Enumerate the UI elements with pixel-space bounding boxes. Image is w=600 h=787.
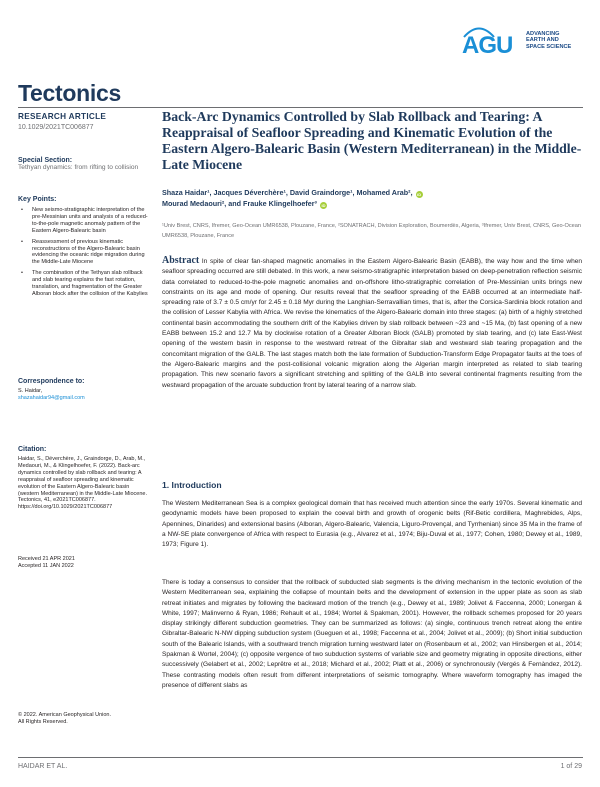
citation-heading: Citation:	[18, 446, 47, 453]
orcid-icon[interactable]: iD	[417, 192, 422, 197]
author-list	[162, 187, 582, 209]
footer-divider	[18, 757, 583, 758]
copyright: © 2022. American Geophysical Union. All Rights Reserved.	[18, 712, 112, 725]
key-points-heading: Key Points:	[18, 196, 57, 203]
key-point: • New seismo-stratigraphic interpretation of the pre-Messinian units and analysis of a reduced-to-the-pole magnetic anomaly pattern of the Eastern Algero-Balearic basin	[32, 207, 148, 235]
authors-line-2: Mourad Medaouri², and Frauke Klingelhoefer³	[162, 199, 317, 208]
header-divider	[18, 107, 583, 108]
citation	[18, 446, 148, 511]
key-point: • The combination of the Tethyan slab rollback and slab tearing explains the fast rotation, translation, and fragmentation of the Greater Alboran block after the collision of the Kabylies	[32, 270, 148, 298]
correspondence-email[interactable]: shazahaidar94@gmail.com	[18, 394, 85, 401]
citation-text: Haidar, S., Déverchère, J., Graindorge, D., Arab, M., Medaouri, M., & Klingelhoefer, F. (2022). Back-arc dynamics controlled by slab rollback and tearing: A reappraisal of seafloor spreading and kinematic evolution of the Eastern Algero-Balearic basin (western Mediterranean) in the Middle-Late Miocene. Tectonics, 41, e2021TC006877. https://doi.org/10.1029/2021TC006877	[18, 456, 148, 511]
key-points	[18, 196, 148, 302]
authors-line-1: Shaza Haidar¹, Jacques Déverchère¹, David Graindorge¹, Mohamed Arab²,	[162, 188, 413, 197]
correspondence-name: S. Haidar,	[18, 388, 43, 394]
special-section-title[interactable]: Tethyan dynamics: from rifting to collision	[18, 164, 139, 171]
agu-logo-text: AGU	[462, 32, 513, 59]
section-heading: 1. Introduction	[162, 480, 222, 490]
special-section	[18, 157, 148, 172]
doi[interactable]: 10.1029/2021TC006877	[18, 124, 94, 131]
article-type: RESEARCH ARTICLE	[18, 112, 107, 121]
received-date: Received 21 APR 2021	[18, 556, 75, 562]
agu-logo	[462, 22, 582, 72]
abstract	[162, 256, 582, 391]
dates	[18, 556, 148, 570]
abstract-text: In spite of clear fan-shaped magnetic anomalies in the Eastern Algero-Balearic Basin (EABB), the way how and the time when seafloor spreading occurred are still debated. In this work, a new seismo-stratigraphic interpretation based on deep-penetration reflection seismic data correlated to reduced-to-the-pole magnetic anomalies and on-offshore litho-stratigraphic correlation of Pre-Messinian units brings new constraints on its age and mode of opening. Our results reveal that the seafloor spreading of the EABB occurred at an intermediate half-spreading rate of 3.7 ± 0.5 cm/yr for 2.45 ± 0.18 Myr during the Langhian-Serravallian times, that is, after the Corsica-Sardinia block rotation and the collision of Lesser Kabylia with Africa. We revise the kinematics of the Algero-Balearic domain into three stages: (a) birth of a highly stretched continental basin accommodating the southern drift of the Kabylies driven by slab rollback between ~23 and ~15 Ma, (b) fast opening of a new EABB between 15.2 and 12.7 Ma by clockwise rotation of a Greater Alboran Block (GALB) promoted by slab tearing, and (c) late East-West opening of the western basin in response to the westward retreat of the Gibraltar slab and westward slab tearing propagation and the concomitant migration of the GALB. The last stages match both the late formation of Subduction-Transform Edge Propagator faults at the toes of the Algero-Balearic margins and the post-collisional volcanic migration along the Algerian margin interpreted as related to slab tearing propagation. This new scenario favors a significant stretching and splitting of the GALB into several continental fragments resulting from the westward propagation of the arcuate subduction front by lateral tearing of a narrow slab.	[162, 258, 582, 389]
correspondence-heading: Correspondence to:	[18, 378, 85, 385]
correspondence	[18, 378, 148, 402]
page-number: 1 of 29	[560, 763, 582, 770]
article-title: Back-Arc Dynamics Controlled by Slab Rollback and Tearing: A Reappraisal of Seafloor Spreading and Kinematic Evolution of the Eastern Algero-Balearic Basin (Western Mediterranean) in the Middle-Late Miocene	[162, 109, 582, 172]
intro-paragraph-2: There is today a consensus to consider that the rollback of subducted slab segments is the driving mechanism in the tectonic evolution of the Western Mediterranean sea, explaining the collapse of mountain belts and the development of extension in the upper plate as soon as slab retreat initiates and migrates by following the backward motion of the trench (e.g., Dewey et al., 1989; Jolivet & Faccenna, 2000; Lonergan & White, 1997; Malinverno & Ryan, 1986; Rehault et al., 1984; Wortel & Spakman, 2001). However, the rollback schemes proposed for 20 years display strikingly different subduction geometries. They can be summarized as follows: (a) single, continuous trench retreat along the entire Gibraltar-Balearic N-NW dipping subduction system (Gueguen et al., 1998; Faccenna et al., 2004; Jolivet et al., 2009); (b) Short initial subduction south of the Balearic Islands, with a southward trench migration turning westward later on (Rosenbaum et al., 2002; van Hinsbergen et al., 2014; Spakman & Wortel, 2004); (c) opposite vergence of two subduction systems of variable size and geometry migrating in opposite directions, either successively (Gelabert et al., 2002; Leprêtre et al., 2018; Michard et al., 2002; Platt et al., 2006) or synchronously (Vergés & Fernàndez, 2012). These contrasting models often result from different interpretations of seismic tomography. Where waveform tomography has imaged the presence of different slabs as	[162, 579, 582, 689]
intro-paragraph-1: The Western Mediterranean Sea is a complex geological domain that has received much attention since the early 1970s. Several kinematic and geodynamic models have been proposed to explain the coeval birth and growth of orogenic belts (Rif-Betic cordillera, Maghrebides, Alps, Apennines, Dinarides) and extensional basins (Alboran, Algero-Balearic, Valencia, Liguro-Provençal, and Tyrrhenian) since 35 Ma in the frame of a NW-SE plate convergence of Africa with respect to Eurasia (e.g., Alvarez et al., 1974; Biju-Duval et al., 1977; Cohen, 1980; Dewey et al., 1989, 1973; Figure 1).	[162, 500, 582, 549]
running-head: HAIDAR ET AL.	[18, 763, 68, 770]
accepted-date: Accepted 11 JAN 2022	[18, 562, 74, 569]
agu-tagline: ADVANCING EARTH AND SPACE SCIENCE	[526, 31, 572, 50]
abstract-label: Abstract	[162, 255, 200, 266]
journal-name: Tectonics	[18, 80, 121, 106]
affiliations: ¹Univ Brest, CNRS, Ifremer, Geo-Ocean UMR6538, Plouzane, France, ²SONATRACH, Division Exploration, Boumerdès, Algeria, ³Ifremer, Univ Brest, CNRS, Geo-Ocean UMR6538, Plouzane, France	[162, 223, 581, 239]
orcid-icon[interactable]: iD	[321, 203, 326, 208]
special-section-heading: Special Section:	[18, 157, 73, 164]
key-point: • Reassessment of previous kinematic reconstructions of the Algero-Balearic basin evidencing the oceanic ridge migration during the Middle-Late Miocene	[32, 239, 148, 267]
